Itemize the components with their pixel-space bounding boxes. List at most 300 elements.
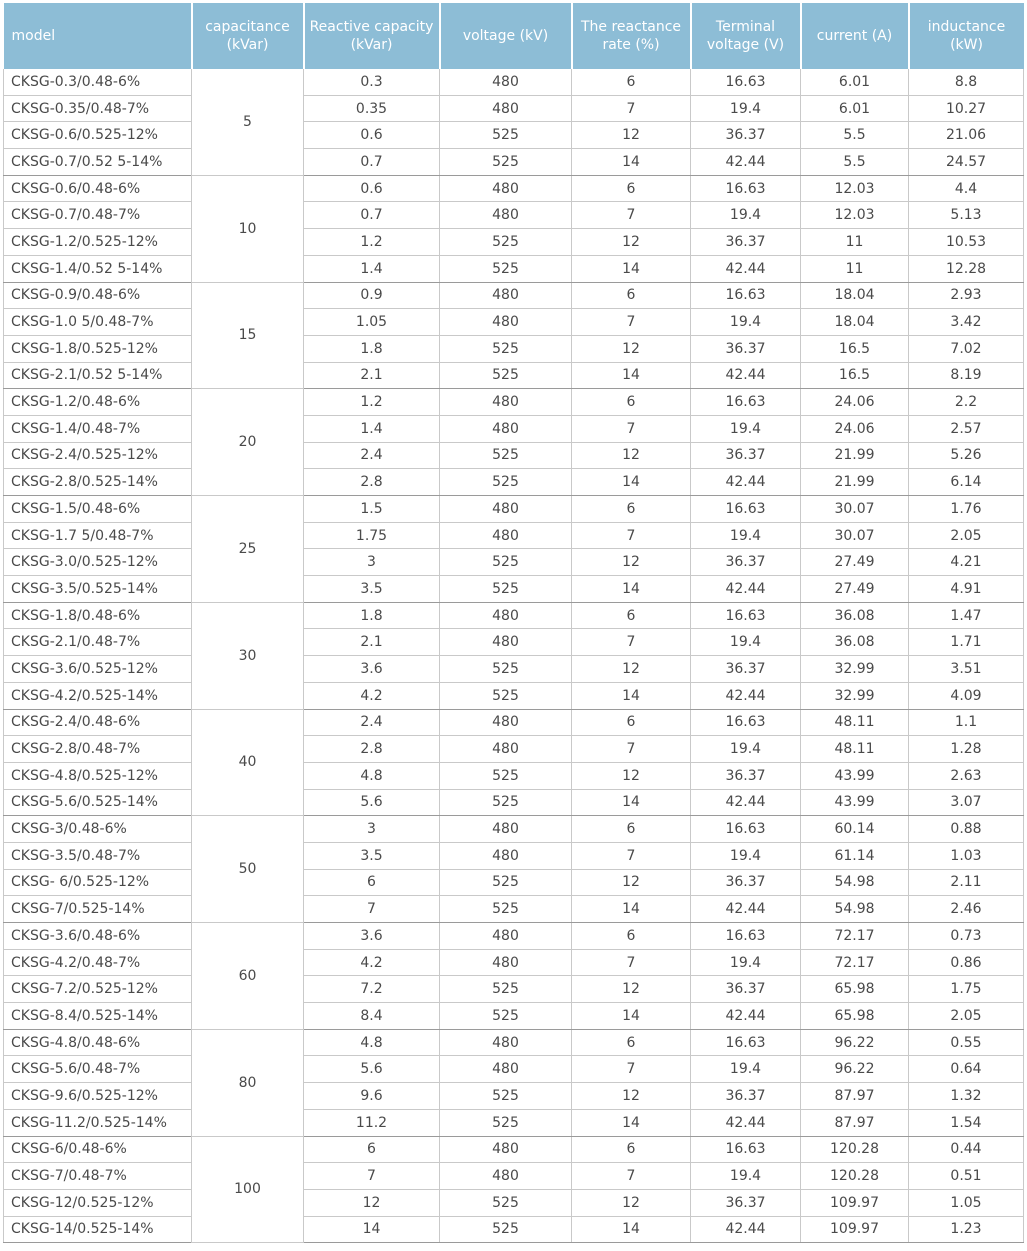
- reactance-rate-cell: 14: [572, 896, 691, 923]
- table-row: [4, 976, 1024, 1003]
- model-cell: CKSG-4.8/0.48-6%: [4, 1029, 192, 1056]
- model-cell: CKSG-14/0.525-14%: [4, 1216, 192, 1243]
- model-cell: CKSG-0.6/0.48-6%: [4, 175, 192, 202]
- model-cell: CKSG-11.2/0.525-14%: [4, 1109, 192, 1136]
- inductance-cell: 5.13: [909, 202, 1024, 229]
- header-inductance: inductance (kW): [909, 3, 1024, 69]
- inductance-cell: 0.64: [909, 1056, 1024, 1083]
- reactive-capacity-cell: 1.05: [304, 309, 440, 336]
- voltage-cell: 525: [440, 469, 572, 496]
- inductance-cell: 2.57: [909, 415, 1024, 442]
- table-row: [4, 762, 1024, 789]
- table-row: [4, 95, 1024, 122]
- reactance-rate-cell: 12: [572, 335, 691, 362]
- current-cell: 12.03: [801, 175, 909, 202]
- voltage-cell: 525: [440, 656, 572, 683]
- reactance-rate-cell: 14: [572, 682, 691, 709]
- reactance-rate-cell: 7: [572, 95, 691, 122]
- terminal-voltage-cell: 36.37: [691, 229, 801, 256]
- model-cell: CKSG-2.8/0.525-14%: [4, 469, 192, 496]
- terminal-voltage-cell: 19.4: [691, 415, 801, 442]
- voltage-cell: 525: [440, 576, 572, 603]
- voltage-cell: 480: [440, 923, 572, 950]
- terminal-voltage-cell: 42.44: [691, 255, 801, 282]
- model-cell: CKSG-0.35/0.48-7%: [4, 95, 192, 122]
- terminal-voltage-cell: 42.44: [691, 682, 801, 709]
- current-cell: 96.22: [801, 1056, 909, 1083]
- capacitance-cell: 60: [192, 923, 304, 1030]
- reactive-capacity-cell: 1.2: [304, 229, 440, 256]
- reactance-rate-cell: 14: [572, 789, 691, 816]
- reactive-capacity-cell: 3.6: [304, 923, 440, 950]
- current-cell: 61.14: [801, 842, 909, 869]
- reactance-rate-cell: 14: [572, 1003, 691, 1030]
- table-row: [4, 496, 1024, 523]
- inductance-cell: 0.55: [909, 1029, 1024, 1056]
- voltage-cell: 480: [440, 95, 572, 122]
- model-cell: CKSG-4.2/0.48-7%: [4, 949, 192, 976]
- current-cell: 16.5: [801, 362, 909, 389]
- reactance-rate-cell: 14: [572, 1109, 691, 1136]
- reactive-capacity-cell: 6: [304, 869, 440, 896]
- table-row: [4, 522, 1024, 549]
- table-row: [4, 1189, 1024, 1216]
- model-cell: CKSG-1.0 5/0.48-7%: [4, 309, 192, 336]
- current-cell: 18.04: [801, 309, 909, 336]
- terminal-voltage-cell: 16.63: [691, 602, 801, 629]
- current-cell: 60.14: [801, 816, 909, 843]
- reactive-capacity-cell: 1.4: [304, 255, 440, 282]
- model-cell: CKSG-2.4/0.48-6%: [4, 709, 192, 736]
- terminal-voltage-cell: 16.63: [691, 1029, 801, 1056]
- model-cell: CKSG-0.7/0.48-7%: [4, 202, 192, 229]
- current-cell: 12.03: [801, 202, 909, 229]
- model-cell: CKSG-4.2/0.525-14%: [4, 682, 192, 709]
- current-cell: 54.98: [801, 869, 909, 896]
- reactive-capacity-cell: 7: [304, 896, 440, 923]
- reactive-capacity-cell: 3.5: [304, 576, 440, 603]
- model-cell: CKSG-1.8/0.525-12%: [4, 335, 192, 362]
- table-row: [4, 869, 1024, 896]
- table-row: [4, 149, 1024, 176]
- model-cell: CKSG-3.6/0.48-6%: [4, 923, 192, 950]
- inductance-cell: 8.8: [909, 69, 1024, 95]
- terminal-voltage-cell: 16.63: [691, 496, 801, 523]
- voltage-cell: 480: [440, 69, 572, 95]
- table-body: [4, 69, 1024, 1243]
- table-row: [4, 656, 1024, 683]
- capacitance-cell: 50: [192, 816, 304, 923]
- reactance-rate-cell: 12: [572, 656, 691, 683]
- reactive-capacity-cell: 0.6: [304, 175, 440, 202]
- reactor-spec-table: [3, 3, 1024, 1243]
- current-cell: 6.01: [801, 69, 909, 95]
- reactance-rate-cell: 12: [572, 229, 691, 256]
- reactance-rate-cell: 14: [572, 255, 691, 282]
- reactive-capacity-cell: 4.2: [304, 949, 440, 976]
- table-row: [4, 175, 1024, 202]
- inductance-cell: 2.2: [909, 389, 1024, 416]
- terminal-voltage-cell: 36.37: [691, 122, 801, 149]
- model-cell: CKSG-1.5/0.48-6%: [4, 496, 192, 523]
- terminal-voltage-cell: 19.4: [691, 95, 801, 122]
- terminal-voltage-cell: 19.4: [691, 842, 801, 869]
- model-cell: CKSG-7.2/0.525-12%: [4, 976, 192, 1003]
- terminal-voltage-cell: 36.37: [691, 656, 801, 683]
- table-row: [4, 549, 1024, 576]
- model-cell: CKSG-5.6/0.525-14%: [4, 789, 192, 816]
- voltage-cell: 525: [440, 1003, 572, 1030]
- model-cell: CKSG-5.6/0.48-7%: [4, 1056, 192, 1083]
- terminal-voltage-cell: 36.37: [691, 1189, 801, 1216]
- inductance-cell: 6.14: [909, 469, 1024, 496]
- inductance-cell: 1.71: [909, 629, 1024, 656]
- header-capacitance: capacitance (kVar): [192, 3, 304, 69]
- reactance-rate-cell: 14: [572, 149, 691, 176]
- terminal-voltage-cell: 36.37: [691, 869, 801, 896]
- inductance-cell: 5.26: [909, 442, 1024, 469]
- current-cell: 27.49: [801, 576, 909, 603]
- inductance-cell: 0.88: [909, 816, 1024, 843]
- reactive-capacity-cell: 4.8: [304, 762, 440, 789]
- voltage-cell: 480: [440, 842, 572, 869]
- voltage-cell: 480: [440, 602, 572, 629]
- table-row: [4, 816, 1024, 843]
- table-row: [4, 1056, 1024, 1083]
- voltage-cell: 480: [440, 175, 572, 202]
- current-cell: 43.99: [801, 789, 909, 816]
- voltage-cell: 525: [440, 1189, 572, 1216]
- voltage-cell: 480: [440, 736, 572, 763]
- model-cell: CKSG-7/0.525-14%: [4, 896, 192, 923]
- capacitance-cell: 40: [192, 709, 304, 816]
- current-cell: 48.11: [801, 736, 909, 763]
- inductance-cell: 1.05: [909, 1189, 1024, 1216]
- model-cell: CKSG-0.7/0.52 5-14%: [4, 149, 192, 176]
- reactive-capacity-cell: 5.6: [304, 789, 440, 816]
- table-row: [4, 202, 1024, 229]
- current-cell: 5.5: [801, 122, 909, 149]
- reactance-rate-cell: 7: [572, 415, 691, 442]
- capacitance-cell: 5: [192, 69, 304, 175]
- terminal-voltage-cell: 16.63: [691, 69, 801, 95]
- reactive-capacity-cell: 0.35: [304, 95, 440, 122]
- header-model: model: [4, 3, 192, 69]
- reactance-rate-cell: 14: [572, 469, 691, 496]
- reactive-capacity-cell: 1.75: [304, 522, 440, 549]
- reactive-capacity-cell: 8.4: [304, 1003, 440, 1030]
- inductance-cell: 1.76: [909, 496, 1024, 523]
- terminal-voltage-cell: 16.63: [691, 923, 801, 950]
- model-cell: CKSG-7/0.48-7%: [4, 1163, 192, 1190]
- inductance-cell: 0.73: [909, 923, 1024, 950]
- current-cell: 24.06: [801, 389, 909, 416]
- voltage-cell: 525: [440, 1109, 572, 1136]
- model-cell: CKSG-1.2/0.48-6%: [4, 389, 192, 416]
- current-cell: 109.97: [801, 1189, 909, 1216]
- table-row: [4, 1083, 1024, 1110]
- reactive-capacity-cell: 12: [304, 1189, 440, 1216]
- reactance-rate-cell: 7: [572, 522, 691, 549]
- model-cell: CKSG-3.5/0.48-7%: [4, 842, 192, 869]
- terminal-voltage-cell: 19.4: [691, 202, 801, 229]
- capacitance-cell: 80: [192, 1029, 304, 1136]
- inductance-cell: 2.63: [909, 762, 1024, 789]
- current-cell: 16.5: [801, 335, 909, 362]
- capacitance-cell: 30: [192, 602, 304, 709]
- table-row: [4, 442, 1024, 469]
- header-terminal-voltage: Terminal voltage (V): [691, 3, 801, 69]
- inductance-cell: 1.03: [909, 842, 1024, 869]
- table-row: [4, 629, 1024, 656]
- inductance-cell: 3.42: [909, 309, 1024, 336]
- table-row: [4, 923, 1024, 950]
- reactive-capacity-cell: 0.9: [304, 282, 440, 309]
- capacitance-cell: 100: [192, 1136, 304, 1243]
- table-row: [4, 415, 1024, 442]
- terminal-voltage-cell: 16.63: [691, 282, 801, 309]
- reactance-rate-cell: 6: [572, 602, 691, 629]
- current-cell: 6.01: [801, 95, 909, 122]
- reactance-rate-cell: 7: [572, 629, 691, 656]
- inductance-cell: 7.02: [909, 335, 1024, 362]
- reactive-capacity-cell: 2.8: [304, 736, 440, 763]
- voltage-cell: 525: [440, 896, 572, 923]
- model-cell: CKSG-1.2/0.525-12%: [4, 229, 192, 256]
- table-row: [4, 842, 1024, 869]
- voltage-cell: 525: [440, 255, 572, 282]
- inductance-cell: 4.21: [909, 549, 1024, 576]
- voltage-cell: 480: [440, 816, 572, 843]
- table-row: [4, 1029, 1024, 1056]
- inductance-cell: 1.28: [909, 736, 1024, 763]
- voltage-cell: 480: [440, 629, 572, 656]
- header-voltage: voltage (kV): [440, 3, 572, 69]
- inductance-cell: 1.75: [909, 976, 1024, 1003]
- reactance-rate-cell: 6: [572, 923, 691, 950]
- current-cell: 32.99: [801, 656, 909, 683]
- inductance-cell: 8.19: [909, 362, 1024, 389]
- voltage-cell: 480: [440, 496, 572, 523]
- model-cell: CKSG-2.1/0.52 5-14%: [4, 362, 192, 389]
- current-cell: 96.22: [801, 1029, 909, 1056]
- terminal-voltage-cell: 19.4: [691, 1163, 801, 1190]
- table-row: [4, 389, 1024, 416]
- reactive-capacity-cell: 0.7: [304, 149, 440, 176]
- reactance-rate-cell: 6: [572, 69, 691, 95]
- inductance-cell: 4.09: [909, 682, 1024, 709]
- voltage-cell: 480: [440, 1163, 572, 1190]
- table-row: [4, 282, 1024, 309]
- voltage-cell: 525: [440, 362, 572, 389]
- inductance-cell: 24.57: [909, 149, 1024, 176]
- inductance-cell: 1.23: [909, 1216, 1024, 1243]
- current-cell: 27.49: [801, 549, 909, 576]
- reactive-capacity-cell: 7.2: [304, 976, 440, 1003]
- reactive-capacity-cell: 1.5: [304, 496, 440, 523]
- model-cell: CKSG-9.6/0.525-12%: [4, 1083, 192, 1110]
- terminal-voltage-cell: 19.4: [691, 1056, 801, 1083]
- table-row: [4, 69, 1024, 95]
- table-row: [4, 1216, 1024, 1243]
- table-row: [4, 1003, 1024, 1030]
- reactance-rate-cell: 6: [572, 175, 691, 202]
- reactive-capacity-cell: 2.1: [304, 629, 440, 656]
- voltage-cell: 525: [440, 1083, 572, 1110]
- reactance-rate-cell: 7: [572, 1163, 691, 1190]
- inductance-cell: 3.51: [909, 656, 1024, 683]
- voltage-cell: 480: [440, 522, 572, 549]
- table-row: [4, 949, 1024, 976]
- inductance-cell: 21.06: [909, 122, 1024, 149]
- current-cell: 65.98: [801, 976, 909, 1003]
- terminal-voltage-cell: 36.37: [691, 762, 801, 789]
- reactive-capacity-cell: 3: [304, 816, 440, 843]
- terminal-voltage-cell: 42.44: [691, 362, 801, 389]
- current-cell: 54.98: [801, 896, 909, 923]
- current-cell: 18.04: [801, 282, 909, 309]
- table-row: [4, 255, 1024, 282]
- model-cell: CKSG-0.9/0.48-6%: [4, 282, 192, 309]
- reactive-capacity-cell: 4.8: [304, 1029, 440, 1056]
- current-cell: 11: [801, 229, 909, 256]
- terminal-voltage-cell: 42.44: [691, 149, 801, 176]
- reactance-rate-cell: 7: [572, 736, 691, 763]
- table-row: [4, 335, 1024, 362]
- current-cell: 21.99: [801, 469, 909, 496]
- reactance-rate-cell: 12: [572, 549, 691, 576]
- reactance-rate-cell: 6: [572, 816, 691, 843]
- reactive-capacity-cell: 5.6: [304, 1056, 440, 1083]
- current-cell: 21.99: [801, 442, 909, 469]
- inductance-cell: 2.46: [909, 896, 1024, 923]
- voltage-cell: 525: [440, 549, 572, 576]
- voltage-cell: 525: [440, 762, 572, 789]
- terminal-voltage-cell: 16.63: [691, 175, 801, 202]
- reactance-rate-cell: 12: [572, 122, 691, 149]
- inductance-cell: 4.4: [909, 175, 1024, 202]
- reactance-rate-cell: 6: [572, 389, 691, 416]
- table-row: [4, 309, 1024, 336]
- current-cell: 24.06: [801, 415, 909, 442]
- table-row: [4, 709, 1024, 736]
- reactive-capacity-cell: 3.6: [304, 656, 440, 683]
- reactive-capacity-cell: 3: [304, 549, 440, 576]
- reactance-rate-cell: 7: [572, 309, 691, 336]
- model-cell: CKSG-1.7 5/0.48-7%: [4, 522, 192, 549]
- terminal-voltage-cell: 16.63: [691, 389, 801, 416]
- table-row: [4, 1136, 1024, 1163]
- reactive-capacity-cell: 6: [304, 1136, 440, 1163]
- terminal-voltage-cell: 16.63: [691, 816, 801, 843]
- reactance-rate-cell: 12: [572, 976, 691, 1003]
- inductance-cell: 10.53: [909, 229, 1024, 256]
- reactance-rate-cell: 6: [572, 282, 691, 309]
- voltage-cell: 480: [440, 1056, 572, 1083]
- reactive-capacity-cell: 2.1: [304, 362, 440, 389]
- terminal-voltage-cell: 16.63: [691, 709, 801, 736]
- table-row: [4, 1109, 1024, 1136]
- reactance-rate-cell: 6: [572, 709, 691, 736]
- reactive-capacity-cell: 2.4: [304, 709, 440, 736]
- terminal-voltage-cell: 19.4: [691, 309, 801, 336]
- table-row: [4, 469, 1024, 496]
- current-cell: 65.98: [801, 1003, 909, 1030]
- terminal-voltage-cell: 42.44: [691, 469, 801, 496]
- model-cell: CKSG-0.3/0.48-6%: [4, 69, 192, 95]
- model-cell: CKSG- 6/0.525-12%: [4, 869, 192, 896]
- voltage-cell: 480: [440, 949, 572, 976]
- voltage-cell: 480: [440, 202, 572, 229]
- voltage-cell: 480: [440, 282, 572, 309]
- model-cell: CKSG-12/0.525-12%: [4, 1189, 192, 1216]
- table-row: [4, 576, 1024, 603]
- model-cell: CKSG-3.5/0.525-14%: [4, 576, 192, 603]
- terminal-voltage-cell: 42.44: [691, 1003, 801, 1030]
- reactance-rate-cell: 6: [572, 1029, 691, 1056]
- inductance-cell: 4.91: [909, 576, 1024, 603]
- model-cell: CKSG-6/0.48-6%: [4, 1136, 192, 1163]
- model-cell: CKSG-3/0.48-6%: [4, 816, 192, 843]
- current-cell: 72.17: [801, 949, 909, 976]
- inductance-cell: 2.05: [909, 522, 1024, 549]
- voltage-cell: 525: [440, 122, 572, 149]
- terminal-voltage-cell: 19.4: [691, 736, 801, 763]
- reactive-capacity-cell: 0.3: [304, 69, 440, 95]
- current-cell: 72.17: [801, 923, 909, 950]
- terminal-voltage-cell: 19.4: [691, 522, 801, 549]
- voltage-cell: 525: [440, 229, 572, 256]
- terminal-voltage-cell: 36.37: [691, 549, 801, 576]
- terminal-voltage-cell: 19.4: [691, 629, 801, 656]
- inductance-cell: 2.11: [909, 869, 1024, 896]
- model-cell: CKSG-2.4/0.525-12%: [4, 442, 192, 469]
- reactance-rate-cell: 7: [572, 949, 691, 976]
- voltage-cell: 480: [440, 709, 572, 736]
- model-cell: CKSG-1.8/0.48-6%: [4, 602, 192, 629]
- current-cell: 30.07: [801, 496, 909, 523]
- model-cell: CKSG-2.1/0.48-7%: [4, 629, 192, 656]
- terminal-voltage-cell: 36.37: [691, 976, 801, 1003]
- current-cell: 11: [801, 255, 909, 282]
- voltage-cell: 525: [440, 682, 572, 709]
- reactive-capacity-cell: 1.4: [304, 415, 440, 442]
- current-cell: 5.5: [801, 149, 909, 176]
- reactance-rate-cell: 12: [572, 869, 691, 896]
- model-cell: CKSG-1.4/0.48-7%: [4, 415, 192, 442]
- current-cell: 48.11: [801, 709, 909, 736]
- table-row: [4, 736, 1024, 763]
- model-cell: CKSG-4.8/0.525-12%: [4, 762, 192, 789]
- reactance-rate-cell: 12: [572, 442, 691, 469]
- terminal-voltage-cell: 36.37: [691, 442, 801, 469]
- voltage-cell: 525: [440, 1216, 572, 1243]
- reactance-rate-cell: 7: [572, 842, 691, 869]
- inductance-cell: 10.27: [909, 95, 1024, 122]
- header-reactance-rate: The reactance rate (%): [572, 3, 691, 69]
- voltage-cell: 480: [440, 389, 572, 416]
- header-reactive-capacity: Reactive capacity (kVar): [304, 3, 440, 69]
- reactance-rate-cell: 7: [572, 1056, 691, 1083]
- table-row: [4, 682, 1024, 709]
- inductance-cell: 2.05: [909, 1003, 1024, 1030]
- terminal-voltage-cell: 36.37: [691, 1083, 801, 1110]
- inductance-cell: 1.32: [909, 1083, 1024, 1110]
- voltage-cell: 525: [440, 976, 572, 1003]
- current-cell: 109.97: [801, 1216, 909, 1243]
- reactance-rate-cell: 12: [572, 1189, 691, 1216]
- capacitance-cell: 15: [192, 282, 304, 389]
